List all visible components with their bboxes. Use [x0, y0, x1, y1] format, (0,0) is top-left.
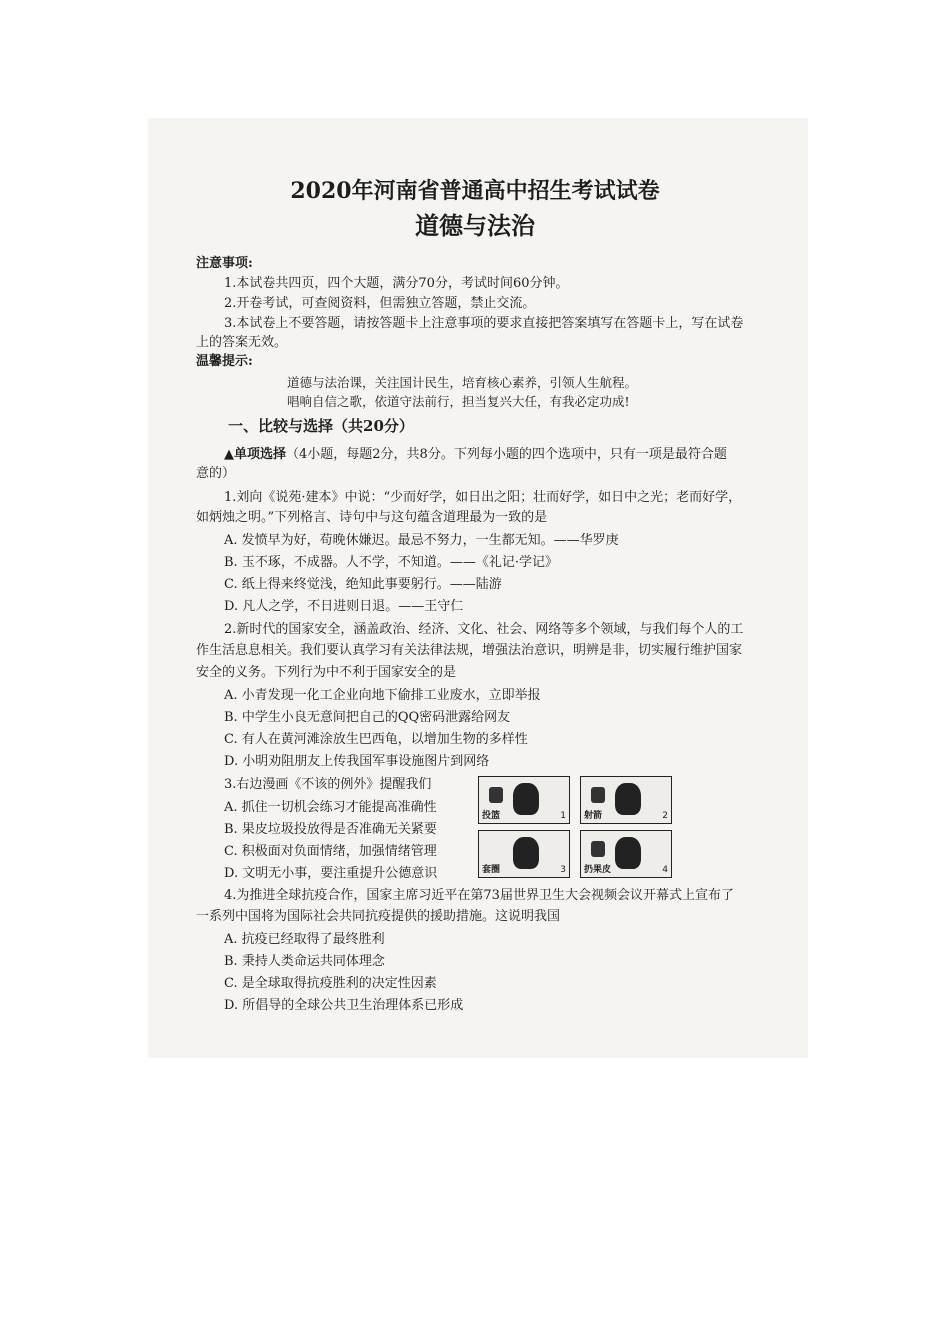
option: A. 发愤早为好，苟晚休嫌迟。最忌不努力，一生都无知。——华罗庚	[224, 533, 619, 548]
option: B. 秉持人类命运共同体理念	[224, 954, 385, 969]
exam-subject: 道德与法治	[415, 211, 535, 240]
person-figure-icon	[513, 837, 539, 869]
comic-panel-label: 射箭	[584, 811, 603, 821]
instruction-rest: （4小题，每题2分，共8分。下列每小题的四个选项中，只有一项是最符合题	[286, 447, 727, 462]
comic-panel-label: 套圈	[482, 865, 501, 875]
instruction-bold: ▲单项选择	[224, 447, 286, 462]
comic-panel-number: 4	[662, 865, 668, 875]
comic-panel	[580, 830, 672, 878]
option: B. 中学生小良无意间把自己的QQ密码泄露给网友	[224, 710, 511, 725]
option: A. 抗疫已经取得了最终胜利	[224, 932, 385, 947]
comic-panel	[478, 776, 570, 824]
option: A. 抓住一切机会练习才能提高准确性	[224, 800, 437, 815]
tips-line: 唱响自信之歌，依道守法前行，担当复兴大任，有我必定功成!	[287, 394, 630, 409]
question-stem: 一系列中国将为国际社会共同抗疫提供的援助措施。这说明我国	[196, 909, 561, 924]
trash-bin-icon	[591, 841, 605, 857]
exam-title: 2020年河南省普通高中招生考试试卷	[290, 178, 660, 204]
question-stem: 如炳烛之明。”下列格言、诗句中与这句蕴含道理最为一致的是	[196, 510, 548, 525]
instruction-line2: 意的）	[196, 466, 236, 481]
comic-panel-number: 2	[662, 811, 668, 821]
comic-panel-number: 1	[560, 811, 566, 821]
person-figure-icon	[615, 837, 641, 869]
notice-item: 上的答案无效。	[196, 335, 288, 350]
comic-panel	[580, 776, 672, 824]
option: C. 是全球取得抗疫胜利的决定性因素	[224, 976, 437, 991]
option: D. 凡人之学，不日进则日退。——王守仁	[224, 599, 464, 614]
comic-image	[478, 776, 672, 878]
question-stem: 1.刘向《说苑·建本》中说：“少而好学，如日出之阳；壮而好学，如日中之光；老而好学，	[224, 490, 742, 505]
option: B. 玉不琢，不成器。人不学，不知道。——《礼记·学记》	[224, 555, 558, 570]
option: D. 所倡导的全球公共卫生治理体系已形成	[224, 998, 464, 1013]
notice-item: 2.开卷考试，可查阅资料，但需独立答题，禁止交流。	[224, 296, 536, 311]
question-stem: 3.右边漫画《不该的例外》提醒我们	[224, 777, 432, 792]
option: D. 文明无小事，要注重提升公德意识	[224, 866, 438, 881]
tips-line: 道德与法治课，关注国计民生，培育核心素养，引领人生航程。	[287, 375, 638, 390]
tips-heading: 温馨提示:	[196, 354, 253, 369]
question-stem: 2.新时代的国家安全，涵盖政治、经济、文化、社会、网络等多个领域，与我们每个人的工	[224, 622, 744, 637]
question-stem: 4.为推进全球抗疫合作，国家主席习近平在第73届世界卫生大会视频会议开幕式上宣布了	[224, 888, 734, 903]
notice-item: 1.本试卷共四页，四个大题，满分70分，考试时间60分钟。	[224, 276, 569, 291]
instruction	[224, 446, 727, 463]
option: C. 积极面对负面情绪，加强情绪管理	[224, 844, 437, 859]
option: B. 果皮垃圾投放得是否准确无关紧要	[224, 822, 437, 837]
comic-panel-label: 投篮	[482, 811, 501, 821]
option: C. 有人在黄河滩涂放生巴西龟，以增加生物的多样性	[224, 732, 528, 747]
section-heading: 一、比较与选择（共20分）	[228, 417, 414, 435]
notice-item: 3.本试卷上不要答题，请按答题卡上注意事项的要求直接把答案填写在答题卡上，写在试卷	[224, 316, 744, 331]
option: A. 小青发现一化工企业向地下偷排工业废水，立即举报	[224, 688, 541, 703]
target-icon	[591, 787, 605, 803]
person-figure-icon	[615, 783, 641, 815]
comic-panel-number: 3	[560, 865, 566, 875]
comic-panel	[478, 830, 570, 878]
person-figure-icon	[513, 783, 539, 815]
option: C. 纸上得来终觉浅，绝知此事要躬行。——陆游	[224, 577, 502, 592]
comic-panel-label: 扔果皮	[584, 865, 612, 875]
question-stem: 作生活息息相关。我们要认真学习有关法律法规，增强法治意识，明辨是非，切实履行维护国家	[196, 643, 743, 658]
option: D. 小明劝阻朋友上传我国军事设施图片到网络	[224, 754, 490, 769]
basket-icon	[489, 787, 503, 803]
notice-heading: 注意事项:	[196, 256, 253, 271]
question-stem: 安全的义务。下列行为中不利于国家安全的是	[196, 665, 457, 680]
